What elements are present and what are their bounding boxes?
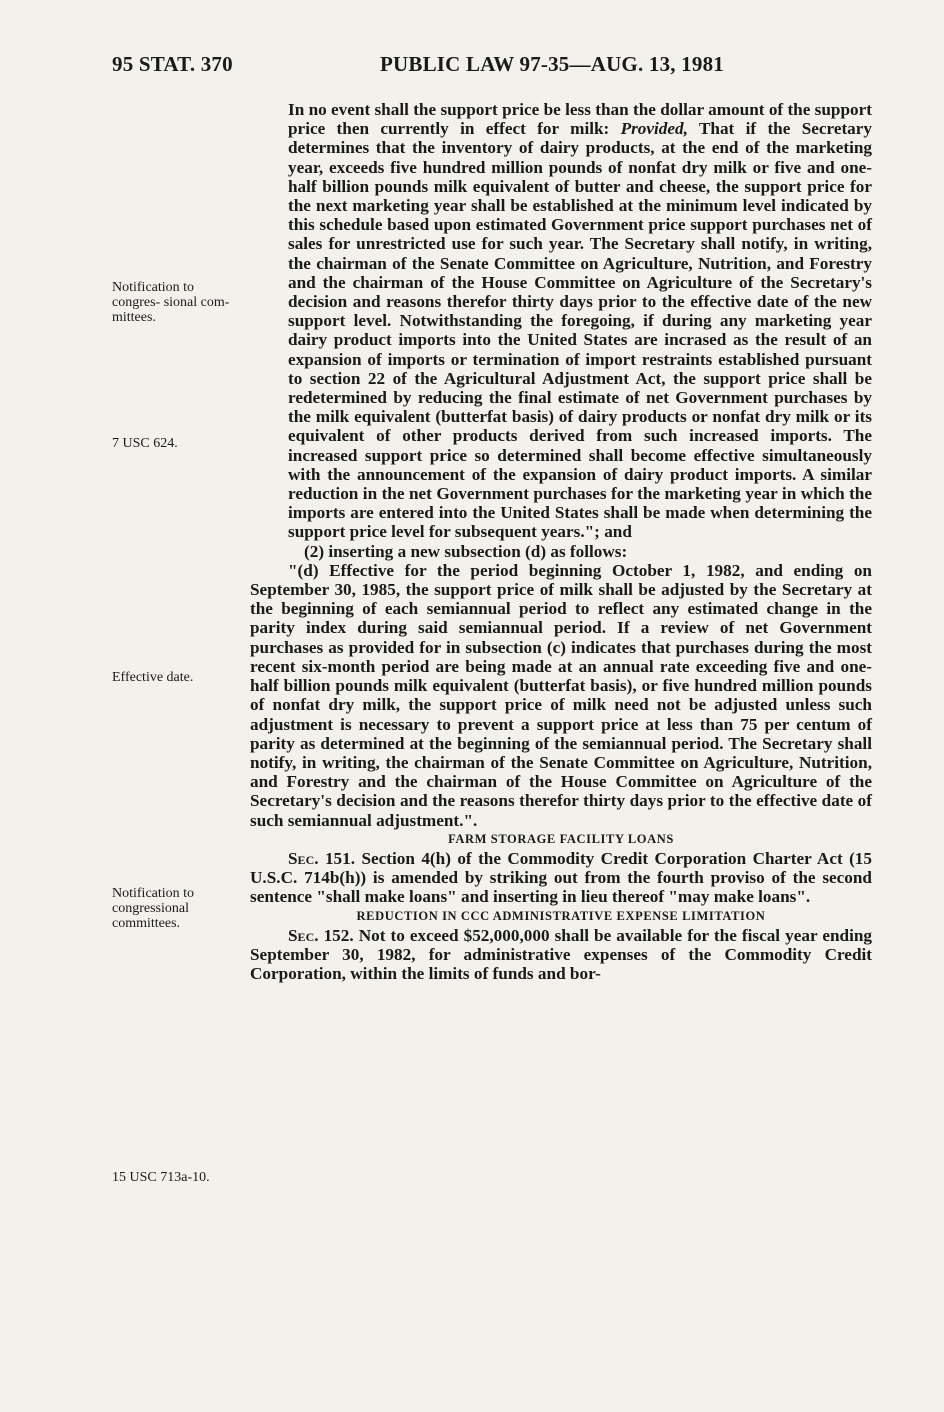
statute-citation: 95 STAT. 370 xyxy=(112,52,233,76)
provided-italic: Provided, xyxy=(620,119,688,139)
heading-farm-storage: FARM STORAGE FACILITY LOANS xyxy=(448,831,674,846)
margin-note-notification-1: Notification to congres- sional com- mittees. xyxy=(112,280,230,325)
sec151-text: Section 4(h) of the Commodity Credit Corporation Charter Act (15 U.S.C. 714b(h)) is amended by striking out from the fourth proviso of the second sentence "shall make loans" and inserting in lieu thereof "may make loans". xyxy=(250,848,872,907)
paragraph-support-price xyxy=(250,100,872,542)
body-text xyxy=(250,100,872,983)
margin-note-usc-624: 7 USC 624. xyxy=(112,436,178,451)
heading-ccc-limitation: REDUCTION IN CCC ADMINISTRATIVE EXPENSE LIMITATION xyxy=(356,908,766,923)
public-law-title: PUBLIC LAW 97-35—AUG. 13, 1981 xyxy=(380,52,724,76)
margin-note-effective-date: Effective date. xyxy=(112,670,194,685)
sec152-text: Not to exceed $52,000,000 shall be available for the fiscal year ending September 30, 1982, for administrative expenses of the Commodity Credit Corporation, within the limits of funds and bor- xyxy=(250,925,872,984)
section-151 xyxy=(250,849,872,907)
page-header xyxy=(112,52,752,82)
para1-text-b: That if the Secretary determines that the inventory of dairy products, at the end of the marketing year, exceeds five hundred million pounds of nonfat dry milk or five and one-half billion pounds milk equivalent of butter and cheese, the support price for the next marketing year shall be established at the minimum level indicated by this schedule based upon estimated Government price support purchases net of sales for unrestricted use for such year. The Secretary shall notify, in writing, the chairman of the Senate Committee on Agriculture, Nutrition, and Forestry and the chairman of the House Committee on Agriculture of the Secretary's decision and reasons therefor thirty days prior to the effective date of the new support level. Notwithstanding the foregoing, if during any marketing year dairy product imports into the United States are incrased as the result of an expansion of imports or termination of import restraints established pursuant to section 22 of the Agricultural Adjustment Act, the support price shall be redetermined by reducing the final estimate of net Government purchases by the milk equivalent (butterfat basis) of dairy products or nonfat dry milk or its equivalent of other products derived from such increased imports. The increased support price so determined shall become effective simultaneously with the announcement of the expansion of dairy product imports. A similar reduction in the net Government purchases for the marketing year in which the imports are entered into the United States shall be made when determining the support price level for subsequent years."; and xyxy=(288,119,872,542)
section-152 xyxy=(250,926,872,984)
item-2: (2) inserting a new subsection (d) as follows: xyxy=(304,541,628,561)
margin-note-usc-713a: 15 USC 713a-10. xyxy=(112,1170,210,1185)
subsection-d: "(d) Effective for the period beginning October 1, 1982, and ending on September 30, 1985, the support price of milk shall be adjusted by the Secretary at the beginning of each semiannual period to reflect any estimated change in the parity index during said semiannual period. If a review of net Government purchases as provided for in subsection (c) indicates that purchases during the most recent six-month period are being made at an annual rate exceeding five and one-half billion pounds milk equivalent (butterfat basis), or five hundred million pounds of nonfat dry milk, the support price of milk need not be adjusted unless such adjustment is necessary to prevent a support price at less than 75 per centum of parity as determined at the beginning of the semiannual period. The Secretary shall notify, in writing, the chairman of the Senate Committee on Agriculture, Nutrition, and Forestry and the chairman of the House Committee on Agriculture of the Secretary's decision and the reasons therefor thirty days prior to the effective date of such semiannual adjustment.". xyxy=(250,560,872,830)
para1-text-a: In no event shall the support price be less than the dollar amount of the support price then currently in effect for milk: xyxy=(288,100,872,139)
sec151-label: Sec. 151. xyxy=(288,848,356,868)
margin-note-notification-2: Notification to congressional committees. xyxy=(112,886,195,931)
sec152-label: Sec. 152. xyxy=(288,925,354,945)
